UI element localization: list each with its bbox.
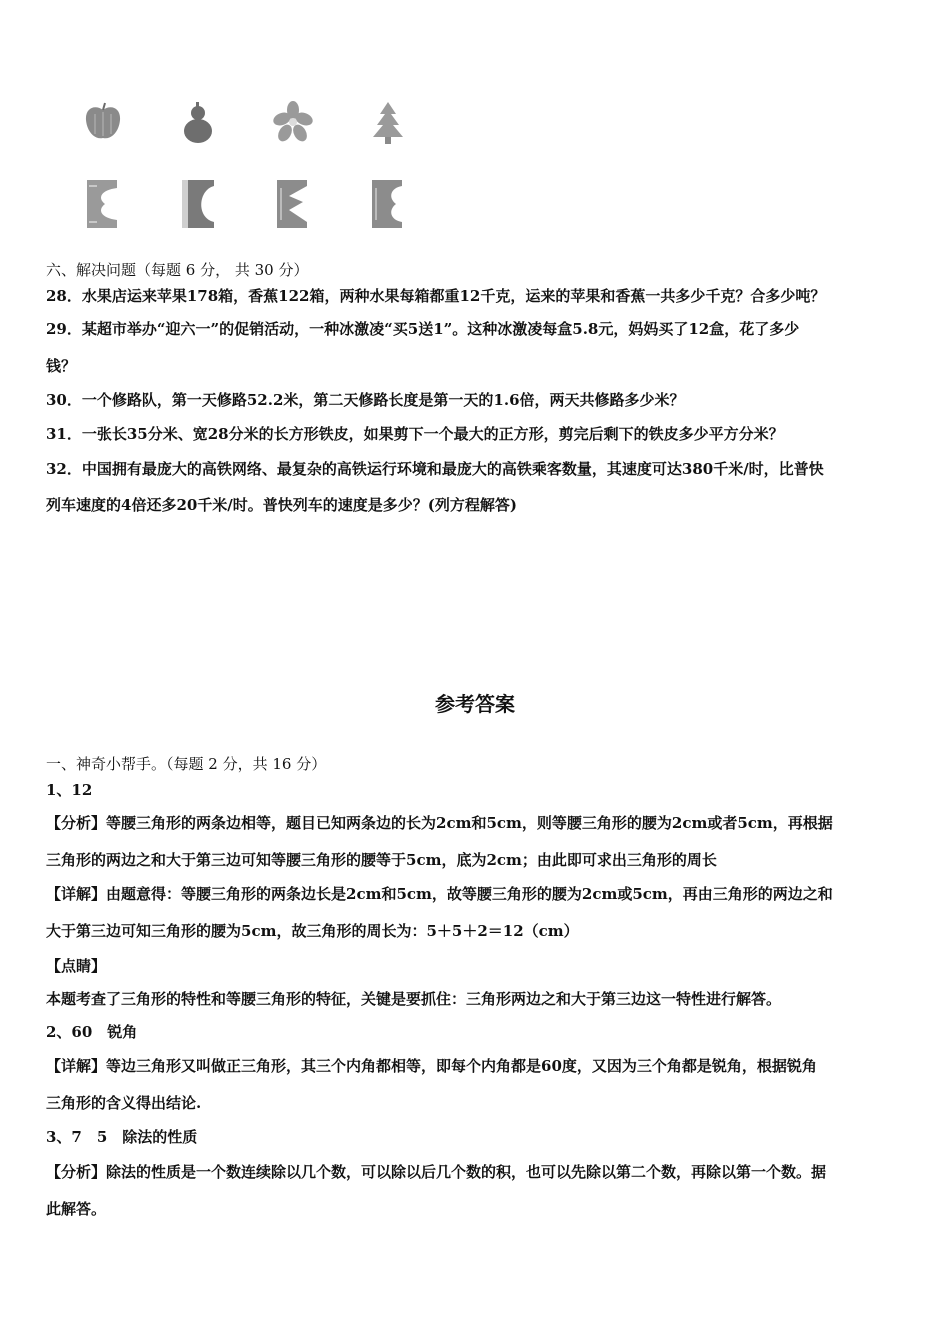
answer-2-detail-line-1: 【详解】等边三角形又叫做正三角形，其三个内角都相等，即每个内角都是60度，又因为三个角都是锐角，根据锐角 <box>46 1057 817 1075</box>
answer-title: 参考答案 <box>435 692 515 716</box>
question-29-line-1: 29．某超市举办“迎六一”的促销活动，一种冰激凌“买5送1”。这种冰激凌每盒5.8元，妈妈买了12盒，花了多少 <box>46 320 800 338</box>
question-32-line-2: 列车速度的4倍还多20千米/时。普快列车的速度是多少？(列方程解答) <box>46 496 517 514</box>
question-32-line-1: 32．中国拥有最庞大的高铁网络、最复杂的高铁运行环境和最庞大的高铁乘客数量，其速度可达380千米/时，比普快 <box>46 460 824 478</box>
answer-1-analysis-line-2: 三角形的两边之和大于第三边可知等腰三角形的腰等于5cm，底为2cm；由此即可求出三角形的周长 <box>46 851 717 869</box>
flower-icon <box>271 100 315 144</box>
answer-1-analysis-line-1: 【分析】等腰三角形的两条边相等，题目已知两条边的长为2cm和5cm，则等腰三角形的腰为2cm或者5cm，再根据 <box>46 814 833 832</box>
answer-1-detail-line-2: 大于第三边可知三角形的腰为5cm，故三角形的周长为：5＋5＋2＝12（cm） <box>46 922 579 940</box>
cutout-paper-4-icon <box>368 176 408 232</box>
apple-icon <box>81 100 125 144</box>
question-30: 30．一个修路队，第一天修路52.2米，第二天修路长度是第一天的1.6倍，两天共修路多少米？ <box>46 391 685 409</box>
cutout-paper-3-icon <box>273 176 313 232</box>
cutout-figure-row <box>55 176 435 232</box>
answer-3-head: 3、7 5 除法的性质 <box>46 1128 198 1146</box>
answer-2-head: 2、60 锐角 <box>46 1023 138 1041</box>
answer-1-detail-line-1: 【详解】由题意得：等腰三角形的两条边长是2cm和5cm，故等腰三角形的腰为2cm或5cm，再由三角形的两边之和 <box>46 885 833 903</box>
answer-3-analysis-line-1: 【分析】除法的性质是一个数连续除以几个数，可以除以后几个数的积，也可以先除以第二个数，再除以第一个数。据 <box>46 1163 827 1181</box>
cutout-paper-1-icon <box>83 176 123 232</box>
question-31: 31．一张长35分米、宽28分米的长方形铁皮，如果剪下一个最大的正方形，剪完后剩下的铁皮多少平方分米？ <box>46 425 784 443</box>
question-29-line-2: 钱？ <box>46 357 77 375</box>
gourd-icon <box>176 100 220 146</box>
answer-1-comment-tag: 【点睛】 <box>46 957 107 975</box>
shape-figure-row <box>55 100 435 146</box>
answer-1-comment: 本题考查了三角形的特性和等腰三角形的特征，关键是要抓住：三角形两边之和大于第三边这一特性进行解答。 <box>46 990 782 1008</box>
answer-1-head: 1、12 <box>46 781 93 799</box>
section-6-header: 六、解决问题（每题 6 分， 共 30 分） <box>46 261 309 279</box>
question-28: 28．水果店运来苹果178箱，香蕉122箱，两种水果每箱都重12千克，运来的苹果和香蕉一共多少千克？合多少吨？ <box>46 287 826 305</box>
cutout-paper-2-icon <box>178 176 218 232</box>
answer-section-1-header: 一、神奇小帮手。（每题 2 分，共 16 分） <box>46 755 327 773</box>
tree-icon <box>366 100 410 146</box>
answer-3-analysis-line-2: 此解答。 <box>46 1200 107 1218</box>
answer-2-detail-line-2: 三角形的含义得出结论. <box>46 1094 202 1112</box>
